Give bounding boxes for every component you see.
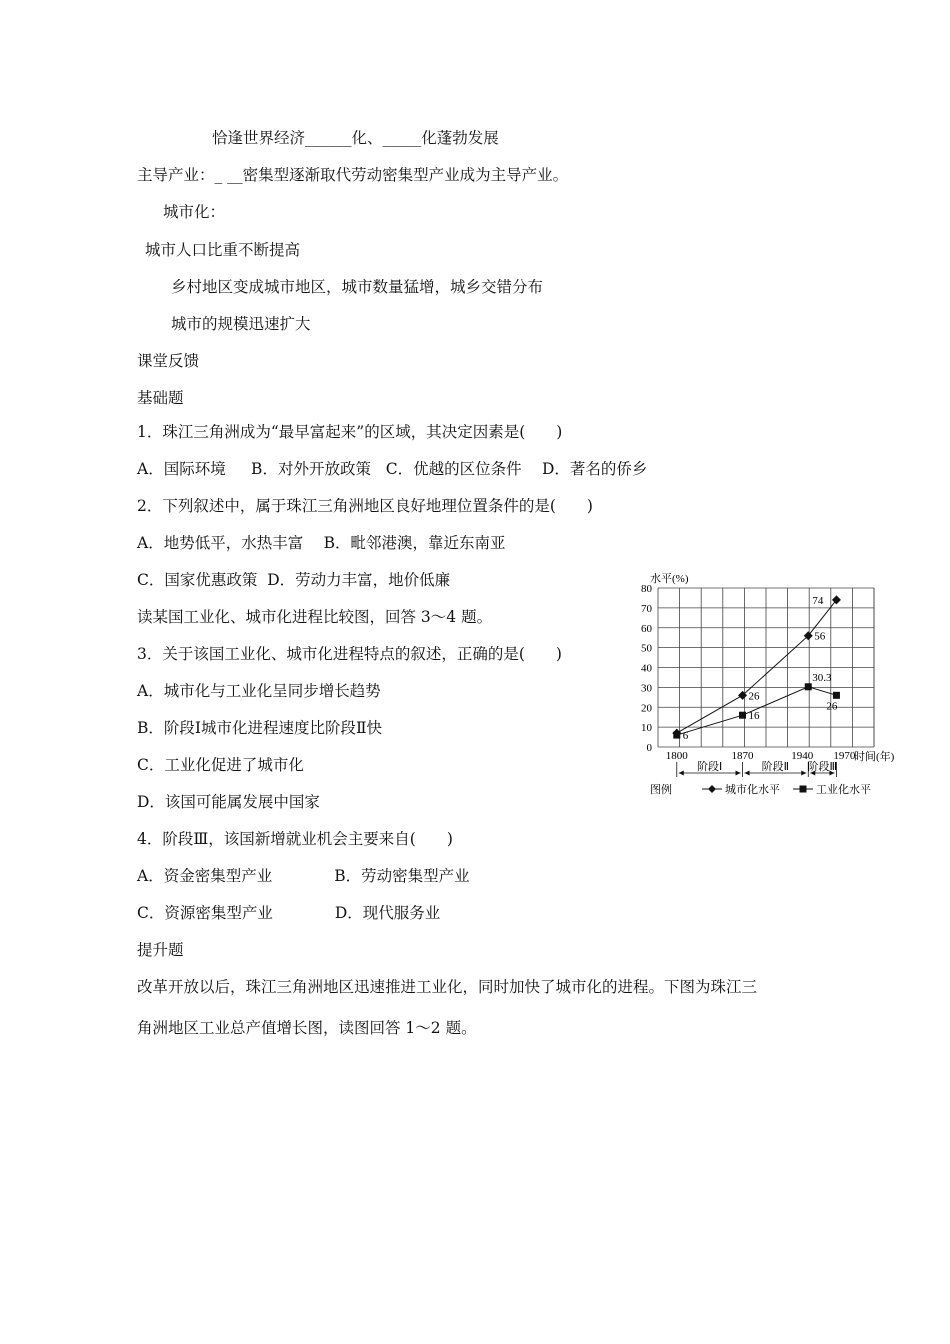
text-line-5: 乡村地区变成城市地区，城市数量猛增，城乡交错分布	[171, 278, 544, 296]
legend-square	[800, 786, 807, 793]
industrialization-point	[805, 683, 812, 690]
question-3-option-a: A．城市化与工业化呈同步增长趋势	[137, 682, 381, 700]
text-line-6: 城市的规模迅速扩大	[171, 315, 311, 333]
text-line-3: 城市化：	[163, 203, 226, 221]
section-heading-advanced: 提升题	[137, 941, 184, 959]
stage-arrow-head	[736, 771, 741, 776]
x-axis-title: 时间(年)	[854, 751, 895, 763]
chart-stages	[677, 760, 837, 777]
y-tick-label: 10	[641, 722, 652, 735]
chart-series	[672, 595, 841, 742]
question-3-option-c: C．工业化促进了城市化	[137, 756, 304, 774]
x-tick-label: 1970	[833, 750, 856, 762]
y-tick-label: 30	[641, 682, 652, 695]
y-tick-label: 70	[641, 602, 652, 615]
data-label: 6	[682, 730, 689, 743]
section-heading-feedback: 课堂反馈	[137, 352, 200, 370]
text-line-4: 城市人口比重不断提高	[145, 241, 301, 259]
question-3-option-b: B．阶段Ⅰ城市化进程速度比阶段Ⅱ快	[137, 719, 383, 737]
x-tick-label: 1870	[731, 750, 754, 762]
y-tick-label: 80	[641, 583, 652, 595]
y-tick-label: 20	[641, 702, 652, 715]
chart-legend	[702, 782, 871, 796]
data-label: 74	[812, 594, 824, 607]
stage-label: 阶段Ⅲ	[807, 761, 838, 773]
stage-arrow-head	[679, 771, 684, 776]
question-2-options-cd: C．国家优惠政策 D．劳动力丰富，地价低廉	[137, 571, 451, 589]
legend-label: 工业化水平	[816, 784, 871, 796]
legend-title: 图例	[650, 784, 672, 796]
legend-diamond	[708, 785, 716, 793]
x-tick-label: 1800	[665, 750, 688, 762]
question-2: 2．下列叙述中，属于珠江三角洲地区良好地理位置条件的是( )	[137, 497, 593, 515]
chart-svg	[630, 570, 910, 800]
text-line-1: 恰逢世界经济______化、_____化蓬勃发展	[212, 129, 499, 147]
data-label: 26	[748, 690, 760, 703]
y-tick-label: 0	[646, 742, 652, 754]
question-4: 4．阶段Ⅲ，该国新增就业机会主要来自( )	[137, 830, 453, 848]
question-4-options-ab: A．资金密集型产业 B．劳动密集型产业	[137, 867, 470, 885]
text-line-2: 主导产业：_ __密集型逐渐取代劳动密集型产业成为主导产业。	[137, 166, 569, 184]
y-tick-label: 40	[641, 662, 652, 675]
stage-label: 阶段Ⅰ	[697, 761, 723, 773]
data-label: 16	[748, 710, 760, 723]
section-heading-basic: 基础题	[137, 389, 184, 407]
data-label: 26	[826, 700, 838, 713]
x-tick-label: 1940	[791, 750, 814, 762]
stage-label: 阶段Ⅱ	[761, 761, 790, 773]
question-3: 3．关于该国工业化、城市化进程特点的叙述，正确的是( )	[137, 645, 562, 663]
data-label: 30.3	[812, 671, 832, 684]
data-label: 56	[814, 630, 826, 643]
question-3-option-d: D．该国可能属发展中国家	[137, 793, 320, 811]
advanced-intro-line-1: 改革开放以后，珠江三角洲地区迅速推进工业化，同时加快了城市化的进程。下图为珠江三	[137, 978, 758, 996]
urbanization-point	[832, 595, 841, 604]
industrialization-urbanization-chart	[630, 570, 910, 800]
reading-instruction: 读某国工业化、城市化进程比较图，回答 3～4 题。	[137, 608, 493, 626]
industrialization-point	[833, 692, 840, 699]
y-tick-label: 50	[641, 642, 652, 655]
question-1-options: A．国际环境 B．对外开放政策 C．优越的区位条件 D．著名的侨乡	[137, 460, 648, 478]
question-1: 1．珠江三角洲成为“最早富起来”的区域，其决定因素是( )	[137, 423, 563, 441]
industrialization-point	[673, 732, 680, 739]
y-axis-title: 水平(%)	[650, 573, 689, 585]
stage-arrow-head	[745, 771, 750, 776]
advanced-intro-line-2: 角洲地区工业总产值增长图，读图回答 1～2 题。	[137, 1019, 477, 1037]
y-tick-label: 60	[641, 622, 652, 635]
stage-arrow-head	[801, 771, 806, 776]
question-2-options-ab: A．地势低平，水热丰富 B．毗邻港澳，靠近东南亚	[137, 534, 506, 552]
industrialization-point	[739, 712, 746, 719]
question-4-options-cd: C．资源密集型产业 D．现代服务业	[137, 904, 441, 922]
chart-grid	[658, 588, 874, 747]
legend-label: 城市化水平	[725, 784, 780, 796]
